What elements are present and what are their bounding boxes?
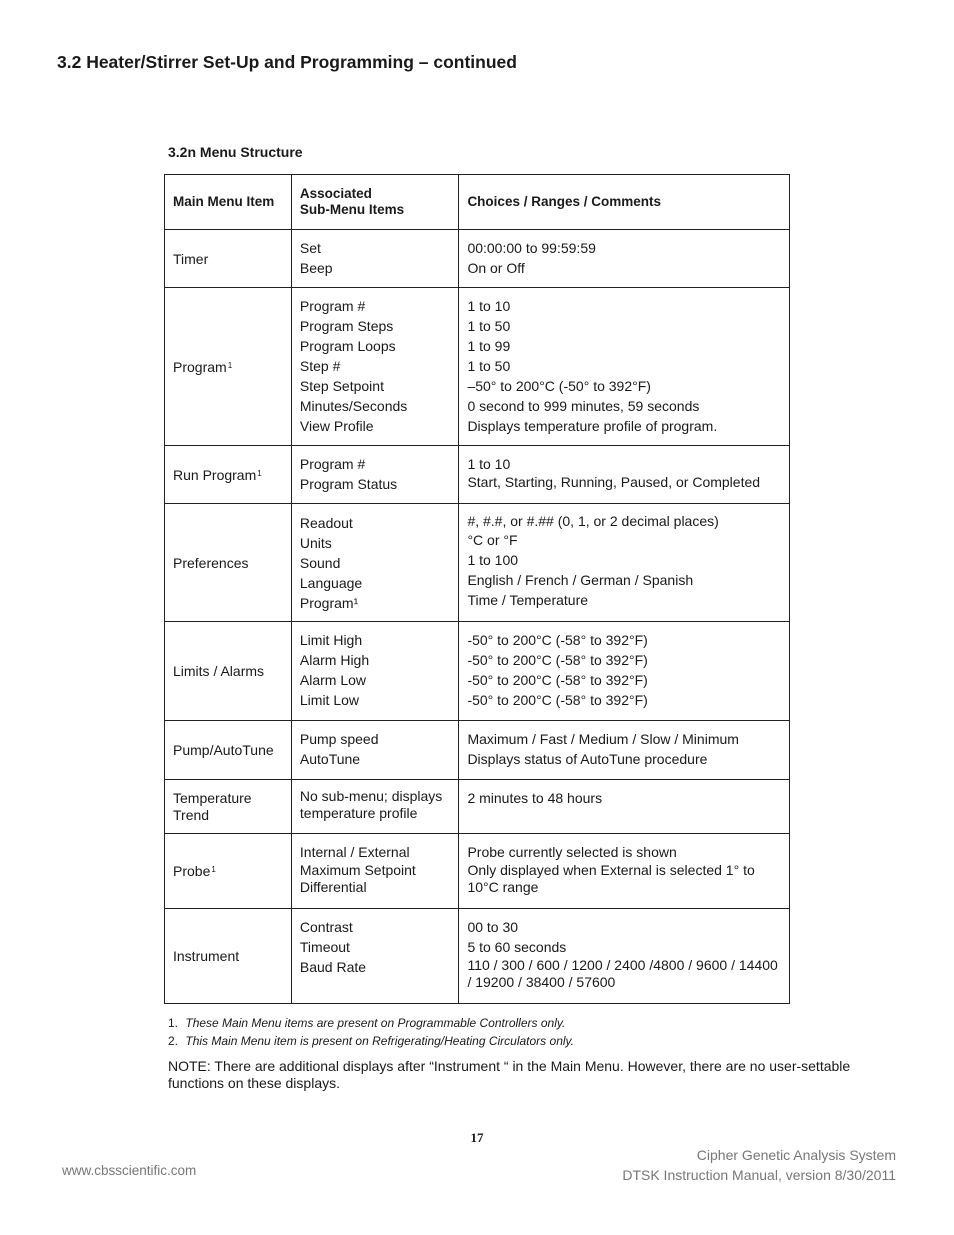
- choice-entry: 1 to 10: [467, 456, 511, 472]
- table-row: [165, 721, 790, 780]
- choices-ranges: [459, 504, 790, 622]
- footnote-text: This Main Menu item is present on Refrigerating/Heating Circulators only.: [185, 1034, 574, 1048]
- main-menu-item-label: Run Program: [173, 466, 257, 483]
- sub-menu-items: [291, 909, 459, 1004]
- sub-menu-item: Language: [299, 575, 363, 591]
- choice-entry: -50° to 200°C (-58° to 392°F): [467, 632, 648, 648]
- main-menu-item: [165, 834, 292, 909]
- main-menu-item-label: Trend: [173, 806, 210, 823]
- footnote: [168, 1032, 574, 1050]
- main-menu-item: [165, 622, 292, 721]
- choice-entry: -50° to 200°C (-58° to 392°F): [467, 652, 648, 668]
- sub-menu-item: Contrast: [299, 919, 353, 935]
- choice-entry: 110 / 300 / 600 / 1200 / 2400 /4800 / 9600 / 14400 / 19200 / 38400 / 57600: [467, 957, 778, 990]
- main-menu-item: [165, 288, 292, 446]
- table-row: [165, 504, 790, 622]
- main-menu-item: [165, 230, 292, 288]
- sub-menu-items: [291, 288, 459, 446]
- choices-ranges: [459, 446, 790, 504]
- table-row: [165, 446, 790, 504]
- footnote-number: 1.: [168, 1016, 179, 1030]
- table-row: [165, 909, 790, 1004]
- choice-entry: 5 to 60 seconds: [467, 939, 567, 955]
- choices-ranges: [459, 622, 790, 721]
- footnote-number: 2.: [168, 1034, 179, 1048]
- choice-entry: Displays temperature profile of program.: [467, 418, 718, 434]
- sub-menu-items: [291, 834, 459, 909]
- sub-menu-item: Program Steps: [299, 318, 394, 334]
- main-menu-item: [165, 504, 292, 622]
- sub-menu-items: [291, 504, 459, 622]
- sub-menu-item: Step Setpoint: [299, 378, 384, 394]
- choices-ranges: [459, 721, 790, 780]
- footnotes: [168, 1014, 574, 1050]
- footnote-marker: 1: [227, 360, 233, 370]
- sub-menu-item: Readout: [299, 515, 353, 531]
- header-choices: Choices / Ranges / Comments: [459, 175, 790, 230]
- sub-menu-items: [291, 622, 459, 721]
- choice-entry: 0 second to 999 minutes, 59 seconds: [467, 398, 700, 414]
- sub-menu-item: Baud Rate: [299, 959, 367, 975]
- sub-menu-item: Limit High: [299, 632, 363, 648]
- main-menu-item: [165, 780, 292, 834]
- website-link[interactable]: www.cbsscientific.com: [62, 1163, 197, 1178]
- sub-menu-item: Sound: [299, 555, 341, 571]
- table-row: [165, 834, 790, 909]
- choice-entry: On or Off: [467, 260, 525, 276]
- main-menu-item-wrap: [173, 465, 283, 485]
- footnote-marker: 1: [211, 865, 216, 874]
- header-sub-line: Sub-Menu Items: [299, 202, 405, 217]
- choices-ranges: [459, 834, 790, 909]
- choice-entry: -50° to 200°C (-58° to 392°F): [467, 692, 648, 708]
- choice-entry: Only displayed when External is selected 1° to 10°C range: [467, 862, 755, 895]
- sub-menu-item: No sub-menu; displays temperature profile: [299, 788, 443, 821]
- main-menu-item: [165, 446, 292, 504]
- main-menu-item-wrap: [173, 357, 283, 377]
- main-menu-item: [165, 909, 292, 1004]
- main-menu-item-label: Pump/AutoTune: [173, 742, 274, 758]
- sub-menu-item: Minutes/Seconds: [299, 398, 408, 414]
- choice-entry: Probe currently selected is shown: [467, 844, 677, 860]
- footnote: [168, 1014, 574, 1032]
- choice-entry: English / French / German / Spanish: [467, 572, 694, 588]
- section-heading: 3.2 Heater/Stirrer Set-Up and Programming – continued: [57, 52, 517, 72]
- choice-entry: Maximum / Fast / Medium / Slow / Minimum: [467, 731, 739, 747]
- main-menu-item-label: Preferences: [173, 554, 249, 571]
- main-menu-item-label: Limits / Alarms: [173, 663, 265, 679]
- choice-entry: Displays status of AutoTune procedure: [467, 751, 708, 767]
- menu-structure-table: [164, 174, 790, 1004]
- table-header-row: [165, 175, 790, 230]
- table-body: [165, 230, 790, 1004]
- sub-menu-item: View Profile: [299, 418, 374, 434]
- sub-menu-item: Pump speed: [299, 731, 379, 747]
- sub-menu-item: Program¹: [299, 595, 359, 611]
- sub-menu-item: Beep: [299, 260, 333, 276]
- sub-menu-item: AutoTune: [299, 751, 361, 767]
- choices-ranges: [459, 288, 790, 446]
- choice-entry: °C or °F: [467, 532, 518, 548]
- sub-menu-item: Set: [299, 240, 321, 256]
- note-paragraph: NOTE: There are additional displays after “Instrument “ in the Main Menu. However, there are no user-settable functions on these displays.: [168, 1058, 851, 1091]
- footnote-marker: 1: [257, 468, 262, 478]
- main-menu-item-label: Temperature: [173, 789, 252, 806]
- sub-menu-item: Alarm Low: [299, 672, 367, 688]
- sub-menu-items: [291, 780, 459, 834]
- choice-entry: 00:00:00 to 99:59:59: [467, 240, 596, 256]
- sub-menu-items: [291, 230, 459, 288]
- sub-menu-item: Limit Low: [299, 692, 360, 708]
- footer-document-info: [622, 1145, 896, 1185]
- main-menu-item-wrap: [173, 861, 283, 881]
- sub-menu-item: Internal / External: [299, 844, 410, 860]
- header-main-menu-item: Main Menu Item: [165, 175, 292, 230]
- choice-entry: Time / Temperature: [467, 592, 589, 608]
- choices-ranges: [459, 780, 790, 834]
- page-number: 17: [470, 1130, 484, 1145]
- table-row: [165, 780, 790, 834]
- sub-menu-item: Timeout: [299, 939, 350, 955]
- main-menu-item-label: Program: [173, 358, 227, 375]
- sub-menu-items: [291, 721, 459, 780]
- choice-entry: 1 to 99: [467, 338, 511, 354]
- header-sub-menu-items: [291, 175, 459, 230]
- header-sub-line: Associated: [299, 186, 372, 201]
- sub-menu-item: Alarm High: [299, 652, 370, 668]
- table-title: 3.2n Menu Structure: [168, 144, 303, 160]
- sub-menu-item: Units: [299, 535, 332, 551]
- sub-menu-item: Program Loops: [299, 338, 396, 354]
- main-menu-item-label: Probe: [173, 863, 211, 879]
- choice-entry: 1 to 50: [467, 358, 511, 374]
- footer-product-name: Cipher Genetic Analysis System: [696, 1147, 896, 1163]
- choices-ranges: [459, 230, 790, 288]
- choice-entry: 1 to 100: [467, 552, 519, 568]
- main-menu-item-label: Instrument: [173, 948, 240, 964]
- sub-menu-item: Maximum Setpoint Differential: [299, 862, 416, 895]
- choice-entry: #, #.#, or #.## (0, 1, or 2 decimal places): [467, 513, 719, 529]
- sub-menu-items: [291, 446, 459, 504]
- table-row: [165, 230, 790, 288]
- choice-entry: -50° to 200°C (-58° to 392°F): [467, 672, 648, 688]
- main-menu-item: [165, 721, 292, 780]
- footnote-text: These Main Menu items are present on Programmable Controllers only.: [185, 1016, 566, 1030]
- table-row: [165, 288, 790, 446]
- sub-menu-item: Program #: [299, 456, 366, 472]
- sub-menu-item: Program Status: [299, 476, 398, 492]
- footer-manual-version: DTSK Instruction Manual, version 8/30/2011: [622, 1167, 896, 1183]
- sub-menu-item: Program #: [299, 298, 366, 314]
- choice-entry: Start, Starting, Running, Paused, or Completed: [467, 474, 761, 490]
- main-menu-item-label: Timer: [173, 250, 209, 267]
- choices-ranges: [459, 909, 790, 1004]
- choice-entry: 1 to 10: [467, 298, 511, 314]
- choice-entry: 1 to 50: [467, 318, 511, 334]
- choice-entry: –50° to 200°C (-50° to 392°F): [467, 378, 651, 394]
- sub-menu-item: Step #: [299, 358, 341, 374]
- choice-entry: 00 to 30: [467, 919, 519, 935]
- choice-entry: 2 minutes to 48 hours: [467, 790, 603, 806]
- table-row: [165, 622, 790, 721]
